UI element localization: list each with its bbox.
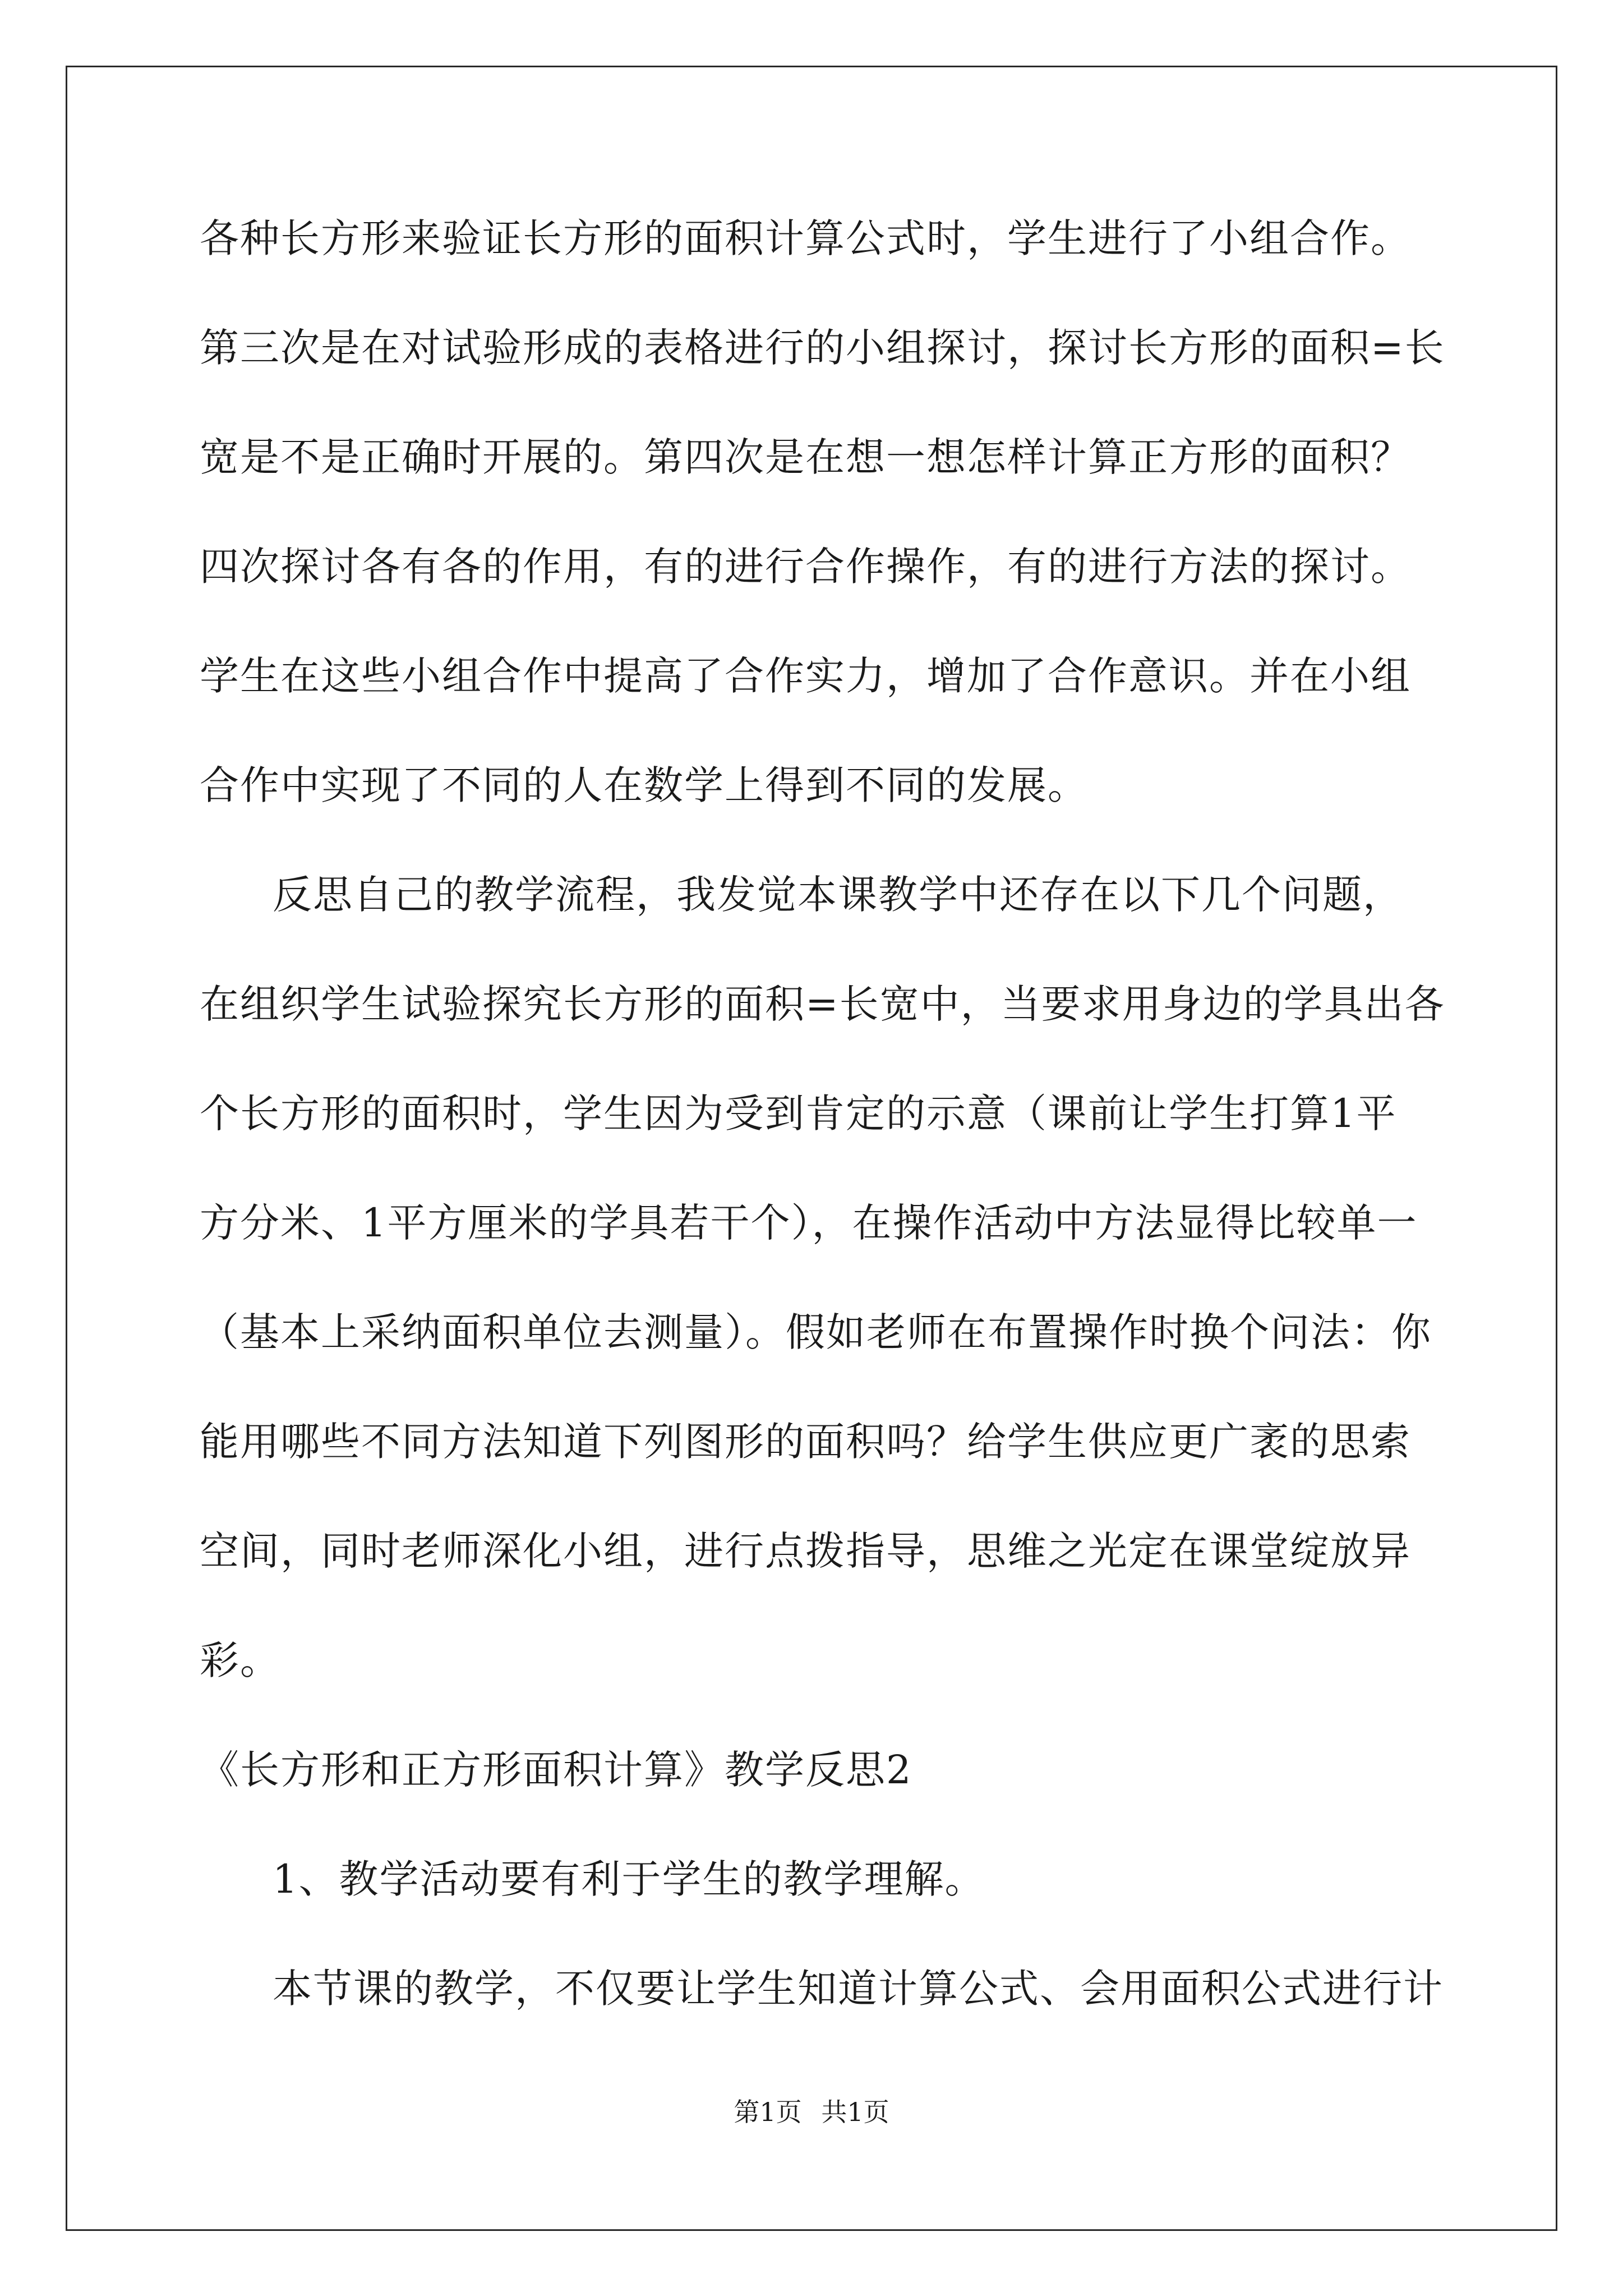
- text-line-7: 反思自己的教学流程，我发觉本课教学中还存在以下几个问题，: [273, 872, 1403, 918]
- text-line-16: 1、教学活动要有利于学生的教学理解。: [273, 1856, 985, 1902]
- text-line-3: 宽是不是正确时开展的。第四次是在想一想怎样计算正方形的面积？: [200, 434, 1411, 480]
- page-footer: [0, 2095, 1623, 2129]
- text-line-4: 四次探讨各有各的作用，有的进行合作操作，有的进行方法的探讨。: [200, 544, 1411, 590]
- text-line-8: 在组织学生试验探究长方形的面积=长宽中，当要求用身边的学具出各: [200, 981, 1445, 1027]
- text-line-2: 第三次是在对试验形成的表格进行的小组探讨，探讨长方形的面积=长: [200, 325, 1445, 371]
- text-line-14: 彩。: [200, 1637, 280, 1683]
- text-line-17: 本节课的教学，不仅要让学生知道计算公式、会用面积公式进行计: [273, 1966, 1444, 2012]
- text-line-13: 空间，同时老师深化小组，进行点拨指导，思维之光定在课堂绽放异: [200, 1528, 1411, 1574]
- text-line-9: 个长方形的面积时，学生因为受到肯定的示意（课前让学生打算1平: [200, 1091, 1397, 1137]
- text-line-10: 方分米、1平方厘米的学具若干个），在操作活动中方法显得比较单一: [200, 1200, 1418, 1246]
- text-line-5: 学生在这些小组合作中提高了合作实力，增加了合作意识。并在小组: [200, 653, 1411, 699]
- page-number-total: 共1页: [821, 2097, 889, 2127]
- text-line-1: 各种长方形来验证长方形的面积计算公式时，学生进行了小组合作。: [200, 215, 1411, 261]
- text-line-6: 合作中实现了不同的人在数学上得到不同的发展。: [200, 762, 1088, 808]
- text-line-11: （基本上采纳面积单位去测量）。假如老师在布置操作时换个问法：你: [200, 1309, 1432, 1355]
- text-line-12: 能用哪些不同方法知道下列图形的面积吗？给学生供应更广袤的思索: [200, 1419, 1411, 1465]
- page-number-current: 第1页: [734, 2097, 802, 2127]
- section-heading: 《长方形和正方形面积计算》教学反思2: [200, 1747, 912, 1793]
